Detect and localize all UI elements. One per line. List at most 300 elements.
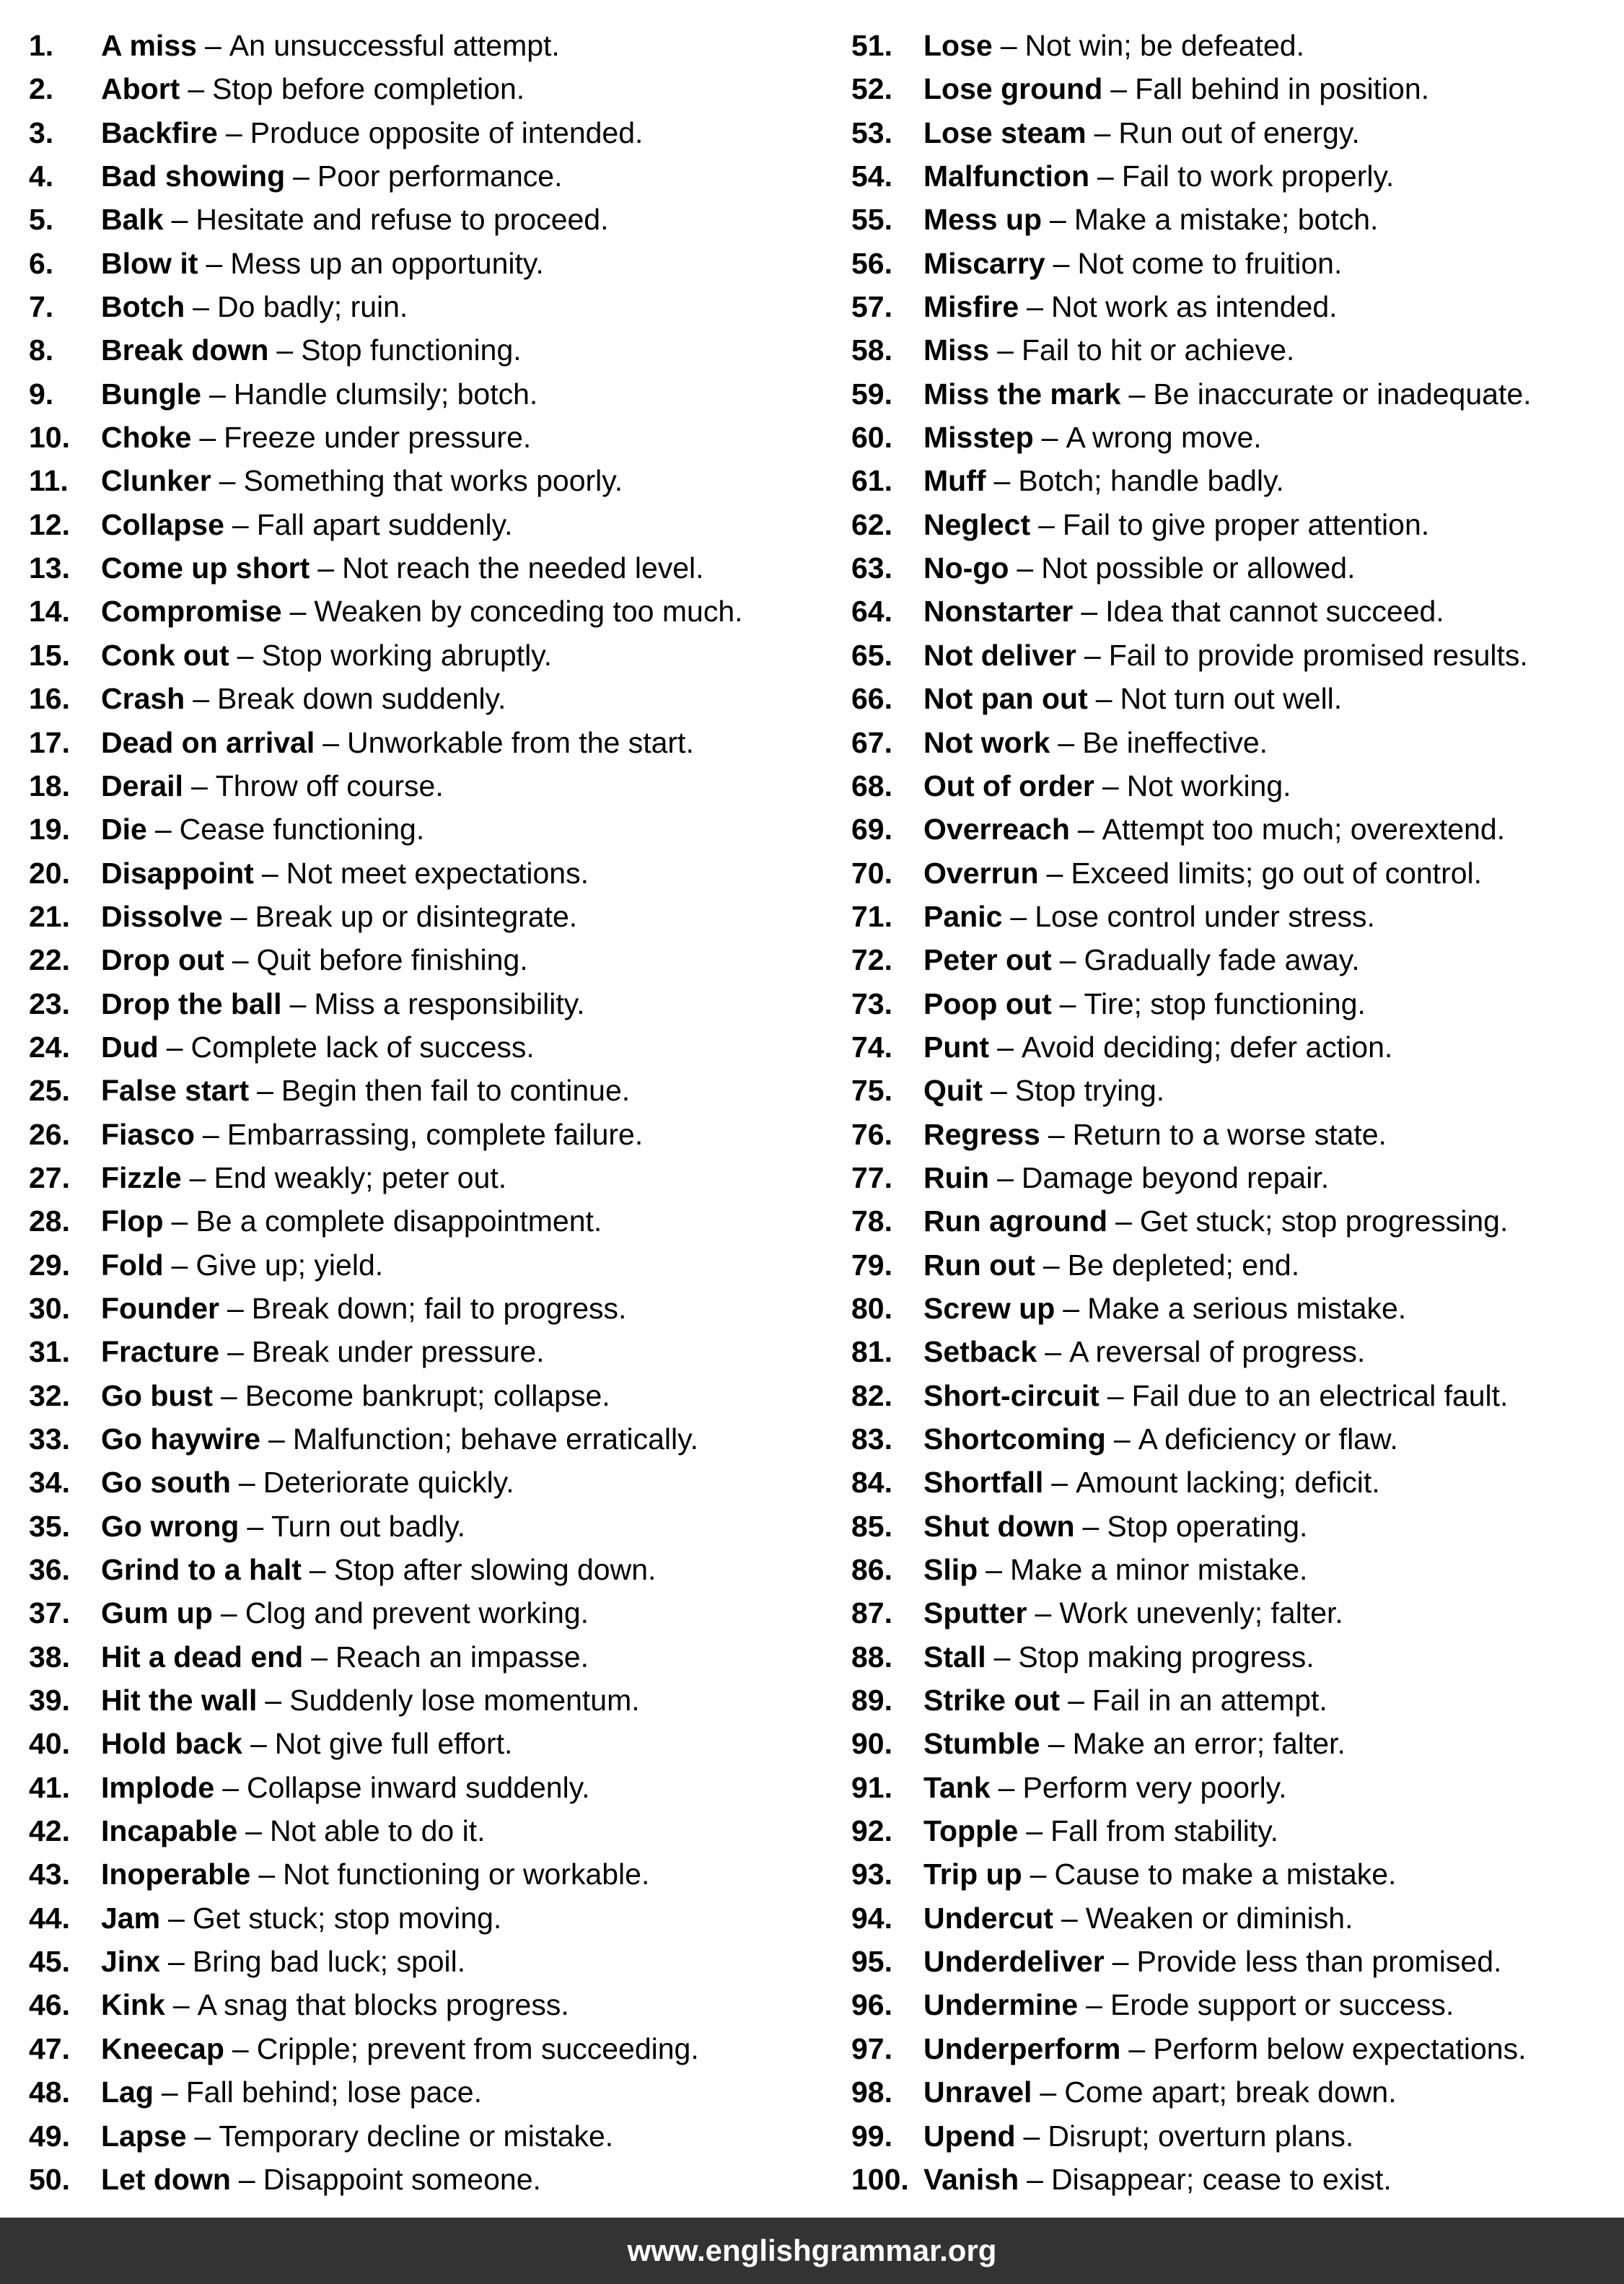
item-separator: – [289,986,307,1020]
item-text [101,1679,640,1722]
item-separator: – [1082,1509,1100,1543]
item-text [101,1635,589,1679]
list-item [851,852,1620,895]
item-separator: – [1053,246,1070,280]
item-number: 98. [851,2075,892,2109]
item-definition: Embarrassing, complete failure. [227,1117,644,1151]
item-text [101,1156,506,1199]
item-text [923,154,1394,198]
item-definition: A reversal of progress. [1069,1335,1366,1369]
item-term: Miss the mark [923,377,1121,411]
item-term: Punt [923,1030,990,1064]
item-number: 59. [851,377,892,411]
list-item [851,1548,1620,1591]
item-separator: – [1048,1727,1065,1761]
item-number: 23. [29,986,70,1020]
item-definition: An unsuccessful attempt. [229,29,560,62]
item-separator: – [1030,1858,1047,1891]
item-term: Kneecap [101,2031,224,2065]
item-number: 78. [851,1204,892,1238]
item-number: 29. [29,1248,70,1282]
item-definition: Break up or disintegrate. [255,899,578,933]
item-number: 8. [29,333,54,367]
item-definition: Stop making progress. [1018,1640,1314,1673]
item-number: 91. [851,1770,892,1804]
item-term: Peter out [923,943,1052,977]
item-text [923,24,1304,67]
item-definition: Avoid deciding; defer action. [1021,1030,1393,1064]
item-definition: Cripple; prevent from succeeding. [256,2031,699,2065]
item-definition: Malfunction; behave erratically. [292,1422,698,1456]
item-text [101,1287,626,1330]
item-text [101,677,506,720]
list-item [29,764,830,808]
item-number: 25. [29,1074,70,1108]
item-separator: – [309,1553,326,1587]
item-definition: Break under pressure. [251,1335,545,1369]
item-definition: Run out of energy. [1118,115,1360,149]
item-number: 39. [29,1684,70,1718]
item-term: Balk [101,203,164,237]
list-item [29,2158,830,2201]
item-definition: Make a serious mistake. [1087,1291,1407,1325]
item-separator: – [230,899,247,933]
item-text [101,1852,649,1896]
item-separator: – [193,290,209,324]
item-number: 46. [29,1988,70,2022]
item-definition: Disrupt; overturn plans. [1048,2119,1354,2153]
item-number: 50. [29,2162,70,2196]
item-separator: – [1112,1945,1129,1979]
item-separator: – [1059,986,1076,1020]
item-separator: – [202,1117,219,1151]
item-term: Founder [101,1291,219,1325]
item-text [923,1113,1387,1156]
item-text [923,634,1528,677]
item-text [101,590,743,633]
item-text [101,24,560,67]
item-term: Bungle [101,377,201,411]
item-separator: – [1086,1988,1102,2022]
list-item [851,67,1620,110]
item-term: Hold back [101,1727,242,1761]
item-definition: Exceed limits; go out of control. [1071,856,1483,890]
item-definition: Fail to work properly. [1121,159,1395,193]
item-definition: Disappoint someone. [263,2162,541,2196]
item-number: 1. [29,29,54,62]
item-term: Come up short [101,551,310,585]
item-separator: – [227,1335,244,1369]
item-separator: – [194,2119,211,2153]
list-item [851,895,1620,938]
list-item [29,24,830,67]
item-definition: Not meet expectations. [286,856,589,890]
item-number: 88. [851,1640,892,1673]
item-number: 31. [29,1335,70,1369]
item-term: Break down [101,333,269,367]
item-term: Grind to a halt [101,1553,302,1587]
item-text [923,242,1342,285]
list-item [851,285,1620,328]
item-term: Let down [101,2162,231,2196]
item-term: Fizzle [101,1160,182,1194]
item-text [923,503,1429,546]
list-item [29,1809,830,1852]
item-definition: Not come to fruition. [1077,246,1343,280]
item-definition: Fall from stability. [1050,1814,1279,1848]
item-number: 41. [29,1770,70,1804]
item-number: 13. [29,551,70,585]
item-separator: – [311,1640,328,1673]
item-text [101,1940,465,1983]
item-separator: – [997,333,1014,367]
item-term: Run out [923,1248,1035,1282]
item-text [101,852,589,895]
item-definition: Fail in an attempt. [1092,1684,1327,1718]
list-item [851,1417,1620,1461]
item-text [923,1069,1164,1112]
item-text [101,1722,512,1765]
item-text [923,372,1532,416]
word-list-column-left [29,24,830,2201]
item-definition: Begin then fail to continue. [281,1074,631,1108]
item-definition: Do badly; ruin. [216,290,408,324]
item-term: Dud [101,1030,159,1064]
item-text [101,546,704,590]
item-term: Miss [923,333,990,367]
item-term: Lose [923,29,993,62]
item-separator: – [1027,290,1043,324]
item-separator: – [1115,1204,1132,1238]
item-definition: Be a complete disappointment. [196,1204,602,1238]
item-term: Lose steam [923,115,1087,149]
item-text [923,982,1366,1025]
item-definition: Not turn out well. [1120,682,1343,716]
item-separator: – [168,1945,185,1979]
item-definition: Provide less than promised. [1136,1945,1502,1979]
item-term: Choke [101,421,192,455]
list-item [851,1809,1620,1852]
item-definition: Break down; fail to progress. [251,1291,627,1325]
list-item [851,764,1620,808]
list-item [851,372,1620,416]
footer-bar [0,2218,1624,2284]
item-definition: Throw off course. [215,769,444,802]
item-number: 3. [29,115,54,149]
item-term: Undermine [923,1988,1079,2022]
list-item [851,154,1620,198]
list-item [29,677,830,720]
item-definition: Bring bad luck; spoil. [192,1945,466,1979]
item-definition: Not functioning or workable. [283,1858,650,1891]
item-term: Setback [923,1335,1037,1369]
item-separator: – [247,1509,264,1543]
item-separator: – [1128,377,1146,411]
list-item [29,1896,830,1940]
item-definition: Cause to make a mistake. [1054,1858,1397,1891]
item-separator: – [1077,813,1094,846]
list-item [851,1983,1620,2026]
list-item [851,1156,1620,1199]
list-item [851,1896,1620,1940]
item-term: Dissolve [101,899,223,933]
item-definition: Botch; handle badly. [1018,464,1284,498]
item-number: 45. [29,1945,70,1979]
list-item [851,1199,1620,1243]
item-term: Misstep [923,421,1034,455]
item-definition: Not win; be defeated. [1024,29,1304,62]
item-separator: – [1128,2031,1146,2065]
item-text [923,1156,1329,1199]
item-number: 90. [851,1727,892,1761]
list-item [851,416,1620,459]
item-text [101,1417,698,1461]
item-number: 97. [851,2031,892,2065]
item-definition: Stop before completion. [212,72,525,106]
item-term: Crash [101,682,185,716]
list-item [851,111,1620,154]
item-term: Inoperable [101,1858,251,1891]
item-text [101,1243,383,1287]
list-item [29,2114,830,2158]
item-definition: Fall behind in position. [1135,72,1430,106]
item-number: 18. [29,769,70,802]
list-item [29,154,830,198]
list-item [29,1374,830,1417]
item-definition: Be ineffective. [1082,725,1268,759]
item-separator: – [1023,2119,1040,2153]
list-item [851,242,1620,285]
item-definition: A snag that blocks progress. [197,1988,569,2022]
item-definition: Not give full effort. [274,1727,513,1761]
item-text [101,1896,501,1940]
item-separator: – [219,464,236,498]
item-term: Miscarry [923,246,1045,280]
item-term: Gum up [101,1596,213,1630]
item-text [923,1983,1454,2026]
list-item [29,1330,830,1373]
item-definition: Poor performance. [317,159,563,193]
item-number: 11. [29,464,69,498]
item-definition: End weakly; peter out. [214,1160,507,1194]
item-separator: – [1063,1291,1080,1325]
item-text [923,328,1294,372]
item-text [101,1983,569,2026]
list-item [851,1374,1620,1417]
item-separator: – [238,2162,255,2196]
list-item [29,1766,830,1809]
item-term: Topple [923,1814,1019,1848]
item-number: 95. [851,1945,892,1979]
item-text [923,459,1284,502]
item-term: Shortfall [923,1466,1044,1500]
item-term: Implode [101,1770,215,1804]
item-separator: – [232,507,249,541]
item-term: Fracture [101,1335,220,1369]
item-number: 71. [851,899,892,933]
list-item [851,1505,1620,1548]
item-separator: – [237,638,254,672]
item-number: 44. [29,1901,70,1935]
item-term: Undercut [923,1901,1053,1935]
footer-url: www.englishgrammar.org [627,2233,997,2267]
list-item [29,2027,830,2070]
item-definition: Fall behind; lose pace. [185,2075,482,2109]
item-separator: – [1043,1248,1060,1282]
item-term: Clunker [101,464,211,498]
list-item [29,590,830,633]
list-item [851,24,1620,67]
item-text [101,2027,699,2070]
item-text [101,1548,656,1591]
item-separator: – [245,1814,262,1848]
item-text [923,2070,1397,2114]
list-item [29,242,830,285]
item-separator: – [171,1248,188,1282]
item-term: Regress [923,1117,1040,1151]
item-term: Sputter [923,1596,1027,1630]
item-number: 6. [29,246,54,280]
item-text [101,1809,486,1852]
item-term: Stall [923,1640,986,1673]
item-separator: – [268,1422,285,1456]
item-text [923,1766,1287,1809]
list-item [29,1461,830,1504]
item-text [101,982,585,1025]
item-definition: Perform below expectations. [1153,2031,1527,2065]
item-separator: – [1045,1335,1062,1369]
item-term: A miss [101,29,197,62]
item-definition: Suddenly lose momentum. [289,1684,640,1718]
item-number: 89. [851,1684,892,1718]
item-number: 85. [851,1509,892,1543]
item-term: Tank [923,1770,991,1804]
item-text [923,546,1356,590]
list-item [851,1591,1620,1635]
item-separator: – [225,115,242,149]
item-separator: – [258,1858,276,1891]
item-term: Unravel [923,2075,1032,2109]
item-text [101,328,522,372]
item-number: 84. [851,1466,892,1500]
item-definition: Fail to provide promised results. [1108,638,1528,672]
item-separator: – [204,29,221,62]
item-separator: – [1035,1596,1052,1630]
item-text [101,1461,514,1504]
item-definition: Clog and prevent working. [245,1596,589,1630]
item-separator: – [1026,1814,1043,1848]
item-text [101,111,643,154]
list-item [29,1156,830,1199]
item-term: Not pan out [923,682,1088,716]
item-number: 80. [851,1291,892,1325]
item-definition: Unworkable from the start. [347,725,694,759]
item-text [923,764,1291,808]
item-number: 73. [851,986,892,1020]
item-number: 53. [851,115,892,149]
item-definition: Stop after slowing down. [333,1553,657,1587]
item-separator: – [261,856,278,890]
item-term: Stumble [923,1727,1040,1761]
item-number: 86. [851,1553,892,1587]
item-definition: Erode support or success. [1110,1988,1454,2022]
item-definition: Fail to hit or achieve. [1021,333,1295,367]
item-separator: – [189,1160,206,1194]
item-definition: Stop functioning. [301,333,522,367]
item-number: 37. [29,1596,70,1630]
list-item [29,982,830,1025]
item-term: Underperform [923,2031,1121,2065]
list-item [29,808,830,851]
list-item [29,1069,830,1112]
item-number: 47. [29,2031,70,2065]
item-separator: – [276,333,294,367]
item-separator: – [1068,1684,1084,1718]
item-term: Malfunction [923,159,1090,193]
item-text [923,1548,1307,1591]
item-number: 83. [851,1422,892,1456]
item-text [923,1025,1392,1069]
item-separator: – [990,1074,1007,1108]
list-item [851,1113,1620,1156]
item-separator: – [1084,638,1101,672]
item-number: 19. [29,813,70,846]
item-number: 20. [29,856,70,890]
item-definition: Get stuck; stop progressing. [1139,1204,1509,1238]
list-item [851,1243,1620,1287]
item-separator: – [993,464,1011,498]
item-separator: – [257,1074,273,1108]
item-definition: Give up; yield. [196,1248,384,1282]
item-definition: Become bankrupt; collapse. [245,1378,610,1412]
list-item [851,1635,1620,1679]
item-text [923,2027,1527,2070]
item-number: 56. [851,246,892,280]
item-definition: A deficiency or flaw. [1138,1422,1398,1456]
item-separator: – [1110,72,1128,106]
list-item [29,1722,830,1765]
list-item [29,1199,830,1243]
item-definition: Perform very poorly. [1022,1770,1287,1804]
item-number: 24. [29,1030,70,1064]
item-term: Muff [923,464,986,498]
item-separator: – [232,943,249,977]
item-term: Screw up [923,1291,1055,1325]
item-separator: – [1040,2075,1057,2109]
item-definition: Damage beyond repair. [1021,1160,1330,1194]
item-definition: Get stuck; stop moving. [192,1901,502,1935]
item-definition: Be inaccurate or inadequate. [1153,377,1532,411]
item-definition: Temporary decline or mistake. [219,2119,614,2153]
item-number: 54. [851,159,892,193]
item-text [923,1591,1343,1635]
item-text [923,1461,1380,1504]
item-text [923,590,1444,633]
item-term: Derail [101,769,183,802]
item-number: 64. [851,595,892,629]
list-item [851,1766,1620,1809]
list-item [29,1635,830,1679]
item-separator: – [265,1684,282,1718]
item-text [923,111,1360,154]
item-term: Incapable [101,1814,238,1848]
list-item [851,1025,1620,1069]
item-term: Shut down [923,1509,1075,1543]
item-term: Shortcoming [923,1422,1106,1456]
item-number: 61. [851,464,892,498]
list-item [851,1722,1620,1765]
item-definition: Come apart; break down. [1064,2075,1397,2109]
